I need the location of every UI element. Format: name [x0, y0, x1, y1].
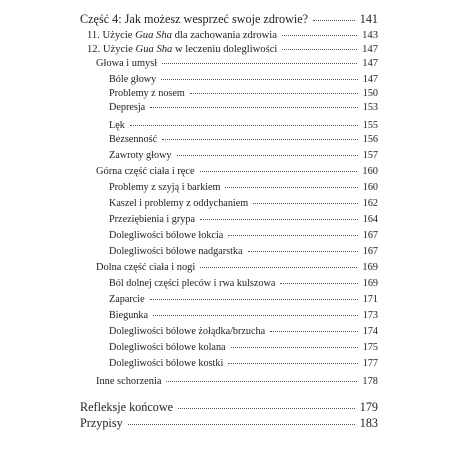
- toc-leader-dots: [200, 219, 358, 220]
- toc-entry-page: 167: [362, 230, 378, 241]
- toc-entry-title: Lęk: [109, 120, 125, 131]
- toc-entry-page: 162: [362, 198, 378, 209]
- toc-entry-subsection: [109, 343, 378, 353]
- toc-entry-subsection: [109, 247, 378, 257]
- toc-leader-dots: [225, 187, 357, 188]
- toc-entry-page: 147: [362, 58, 378, 69]
- toc-entry-page: 143: [362, 30, 378, 41]
- toc-entry-title: Dolegliwości bólowe łokcia: [109, 230, 224, 241]
- toc-leader-dots: [200, 267, 357, 268]
- toc-leader-dots: [128, 424, 355, 425]
- toc-entry-title: Biegunka: [109, 310, 149, 321]
- toc-leader-dots: [200, 171, 358, 172]
- toc-entry-subsection: [109, 359, 378, 369]
- toc-leader-dots: [153, 315, 358, 316]
- toc-entry-page: 174: [362, 326, 378, 337]
- toc-leader-dots: [270, 331, 358, 332]
- toc-entry-page: 169: [362, 278, 378, 289]
- toc-entry-section-other: [96, 377, 378, 387]
- toc-entry-page: 169: [362, 262, 378, 273]
- toc-entry-page: 155: [362, 120, 378, 131]
- toc-entry-page: 183: [359, 416, 378, 430]
- toc-leader-dots: [280, 283, 357, 284]
- toc-entry-subsection: [109, 295, 378, 305]
- toc-leader-dots: [166, 381, 357, 382]
- toc-leader-dots: [282, 35, 357, 36]
- toc-entry-title: Ból dolnej części pleców i rwa kulszowa: [109, 278, 276, 289]
- toc-entry-subsection: [109, 279, 378, 289]
- toc-entry-subsection: [109, 327, 378, 337]
- toc-entry-title: Zawroty głowy: [109, 150, 172, 161]
- toc-entry-subsection: [109, 135, 378, 145]
- toc-entry-chapter-12: [87, 45, 378, 56]
- toc-entry-title: Głowa i umysł: [96, 58, 158, 69]
- toc-entry-subsection: [109, 89, 378, 99]
- toc-leader-dots: [150, 107, 358, 108]
- toc-entry-part-4: [80, 13, 378, 25]
- toc-entry-page: 164: [362, 214, 378, 225]
- toc-entry-page: 147: [362, 44, 378, 55]
- toc-entry-footnotes: [80, 417, 378, 429]
- toc-entry-page: 160: [362, 182, 378, 193]
- toc-entry-title: Refleksje końcowe: [80, 400, 174, 414]
- toc-leader-dots: [231, 347, 358, 348]
- toc-entry-title: Dolegliwości bólowe kolana: [109, 342, 226, 353]
- toc-leader-dots: [130, 125, 358, 126]
- toc-entry-page: 173: [362, 310, 378, 321]
- toc-entry-page: 160: [362, 166, 378, 177]
- toc-entry-page: 175: [362, 342, 378, 353]
- toc-entry-title: Problemy z nosem: [109, 88, 185, 99]
- toc-entry-title: Bóle głowy: [109, 74, 157, 85]
- toc-entry-page: 141: [359, 12, 378, 26]
- toc-entry-title: Dolegliwości bólowe nadgarstka: [109, 246, 243, 257]
- toc-leader-dots: [190, 93, 358, 94]
- toc-entry-title: Dolegliwości bólowe żołądka/brzucha: [109, 326, 266, 337]
- toc-entry-title: Dolegliwości bólowe kostki: [109, 358, 224, 369]
- toc-entry-subsection: [109, 199, 378, 209]
- toc-entry-title: Górna część ciała i ręce: [96, 166, 195, 177]
- toc-entry-title: Bezsenność: [109, 134, 158, 145]
- toc-entry-page: 177: [362, 358, 378, 369]
- toc-entry-title: Przeziębienia i grypa: [109, 214, 195, 225]
- toc-leader-dots: [161, 79, 357, 80]
- toc-entry-page: 147: [362, 74, 378, 85]
- toc-leader-dots: [178, 408, 355, 409]
- toc-entry-page: 179: [359, 400, 378, 414]
- toc-leader-dots: [177, 155, 358, 156]
- toc-entry-title: Dolna część ciała i nogi: [96, 262, 196, 273]
- toc-entry-subsection: [109, 75, 378, 85]
- toc-entry-title: 12. Użycie Gua Sha w leczeniu dolegliwości: [87, 44, 278, 55]
- toc-entry-page: 153: [362, 102, 378, 113]
- toc-entry-closing-reflections: [80, 401, 378, 413]
- toc-entry-subsection: [109, 121, 378, 131]
- toc-entry-title: Depresja: [109, 102, 146, 113]
- toc-entry-title: Część 4: Jak możesz wesprzeć swoje zdrowie?: [80, 12, 309, 26]
- toc-entry-section-upper-body: [96, 167, 378, 177]
- toc-leader-dots: [248, 251, 358, 252]
- toc-entry-title: Problemy z szyją i barkiem: [109, 182, 221, 193]
- toc-entry-page: 178: [362, 376, 378, 387]
- toc-entry-subsection: [109, 183, 378, 193]
- toc-entry-title: Przypisy: [80, 416, 123, 430]
- toc-entry-page: 167: [362, 246, 378, 257]
- toc-entry-section-lower-body: [96, 263, 378, 273]
- toc-leader-dots: [253, 203, 358, 204]
- toc-leader-dots: [162, 139, 358, 140]
- toc-entry-title: Inne schorzenia: [96, 376, 162, 387]
- toc-entry-subsection: [109, 103, 378, 113]
- toc-leader-dots: [162, 63, 357, 64]
- toc-entry-subsection: [109, 151, 378, 161]
- toc-entry-page: 171: [362, 294, 378, 305]
- toc-entry-subsection: [109, 311, 378, 321]
- toc-leader-dots: [228, 363, 357, 364]
- toc-entry-page: 157: [362, 150, 378, 161]
- toc-entry-subsection: [109, 215, 378, 225]
- toc-leader-dots: [282, 49, 357, 50]
- toc-leader-dots: [313, 20, 355, 21]
- toc-entry-page: 156: [362, 134, 378, 145]
- toc-entry-title: Kaszel i problemy z oddychaniem: [109, 198, 249, 209]
- toc-leader-dots: [228, 235, 357, 236]
- toc-entry-title: 11. Użycie Gua Sha dla zachowania zdrowia: [87, 30, 277, 41]
- toc-entry-subsection: [109, 231, 378, 241]
- toc-entry-page: 150: [362, 88, 378, 99]
- toc-entry-title: Zaparcie: [109, 294, 145, 305]
- toc-leader-dots: [150, 299, 358, 300]
- toc-entry-chapter-11: [87, 31, 378, 42]
- toc-entry-section-head: [96, 59, 378, 69]
